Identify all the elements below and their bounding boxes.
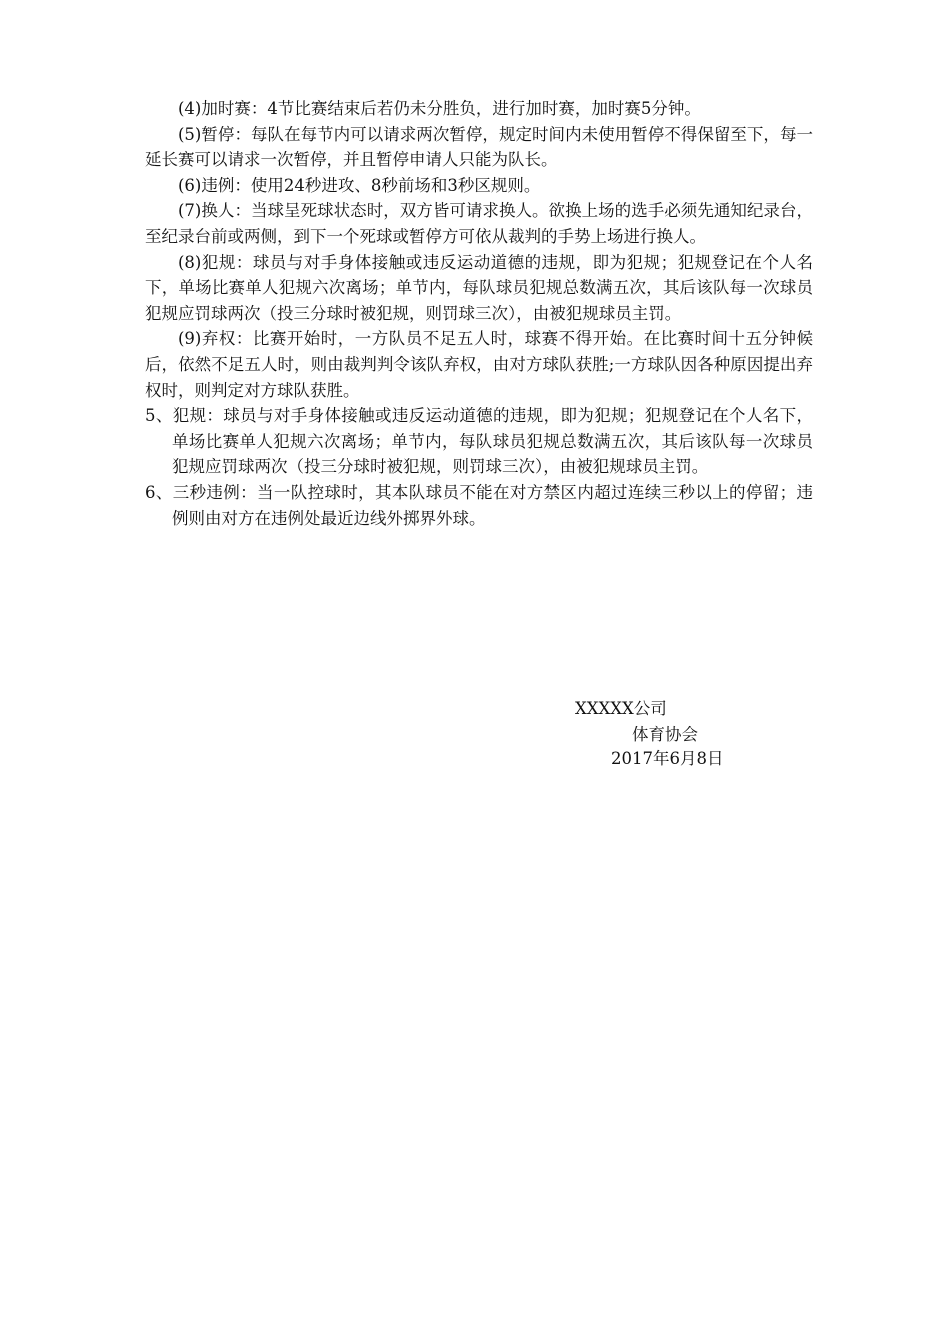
rule-violation: (6)违例：使用24秒进攻、8秒前场和3秒区规则。 bbox=[178, 175, 541, 195]
rule-forfeit: (9)弃权：比赛开始时，一方队员不足五人时，球赛不得开始。在比赛时间十五分钟候后，依然不足五人时，则由裁判判令该队弃权，由对方球队获胜;一方球队因各种原因提出弃权时，则判定对方球队获胜。 bbox=[145, 329, 813, 400]
signature-company: XXXXX公司 bbox=[575, 699, 667, 718]
rule-timeout: (5)暂停：每队在每节内可以请求两次暂停，规定时间内未使用暂停不得保留至下，每一延长赛可以请求一次暂停，并且暂停申请人只能为队长。 bbox=[145, 124, 813, 170]
signature-date: 2017年6月8日 bbox=[611, 749, 724, 768]
rule-overtime: (4)加时赛：4节比赛结束后若仍未分胜负，进行加时赛，加时赛5分钟。 bbox=[178, 99, 701, 118]
rule-three-second: 6、三秒违例：当一队控球时，其本队球员不能在对方禁区内超过连续三秒以上的停留；违例则由对方在违例处最近边线外掷界外球。 bbox=[145, 482, 813, 528]
rule-foul-sub: (8)犯规：球员与对手身体接触或违反运动道德的违规，即为犯规；犯规登记在个人名下，单场比赛单人犯规六次离场；单节内，每队球员犯规总数满五次，其后该队每一次球员犯规应罚球两次（投三分球时被犯规，则罚球三次），由被犯规球员主罚。 bbox=[145, 252, 813, 323]
rule-foul-main: 5、犯规：球员与对手身体接触或违反运动道德的违规，即为犯规；犯规登记在个人名下，单场比赛单人犯规六次离场；单节内，每队球员犯规总数满五次，其后该队每一次球员犯规应罚球两次（投三分球时被犯规，则罚球三次），由被犯规球员主罚。 bbox=[145, 406, 813, 477]
signature-organization: 体育协会 bbox=[632, 725, 698, 744]
rule-substitution: (7)换人：当球呈死球状态时，双方皆可请求换人。欲换上场的选手必须先通知纪录台，至纪录台前或两侧，到下一个死球或暂停方可依从裁判的手势上场进行换人。 bbox=[145, 201, 813, 246]
rules-body bbox=[145, 96, 813, 531]
